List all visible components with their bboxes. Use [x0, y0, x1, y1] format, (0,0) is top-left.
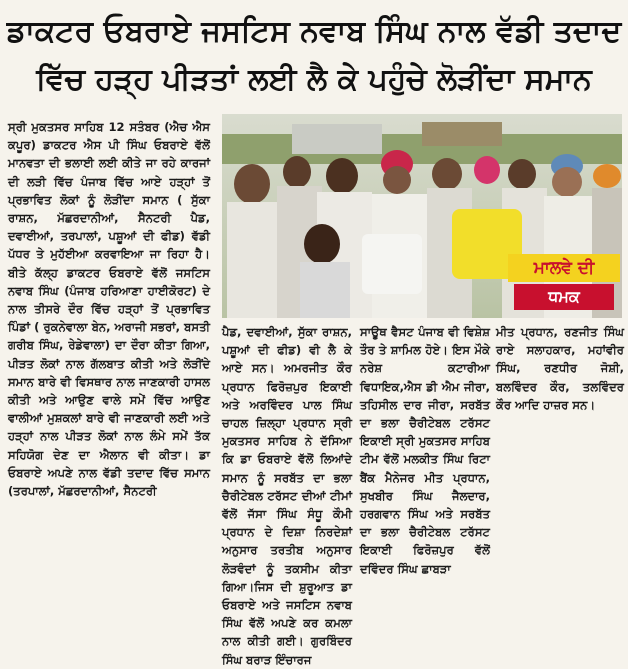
- article-column-3: [360, 323, 490, 600]
- headline-line-2: ਵਿੱਚ ਹੜ੍ਹ ਪੀੜਤਾਂ ਲਈ ਲੈ ਕੇ ਪਹੁੰਚੇ ਲੋੜੀਂਦਾ ਸਮਾਨ: [36, 62, 592, 97]
- article-paragraph-1: ਸ੍ਰੀ ਮੁਕਤਸਰ ਸਾਹਿਬ 12 ਸਤੰਬਰ (ਐਚ ਐਸ ਕਪੂਰ) ਡਾਕਟਰ ਐਸ ਪੀ ਸਿੰਘ ਓਬਰਾਏ ਵੱਲੋਂ ਮਾਨਵਤਾ ਦੀ ਭਲਾਈ ਲਈ ਕੀਤੇ ਜਾ ਰਹੇ ਕਾਰਜਾਂ ਦੀ ਲੜੀ ਵਿੱਚ ਪੰਜਾਬ ਵਿੱਚ ਆਏ ਹੜ੍ਹਾਂ ਤੋਂ ਪ੍ਰਭਾਵਿਤ ਲੋਕਾਂ ਨੂੰ ਲੋੜੀਂਦਾ ਸਮਾਨ ( ਸੁੱਕਾ ਰਾਸ਼ਨ, ਮੱਛਰਦਾਨੀਆਂ, ਸੈਨਟਰੀ ਪੈਡ, ਦਵਾਈਆਂ, ਤਰਪਾਲਾਂ, ਪਸ਼ੂਆਂ ਦੀ ਫੀਡ) ਵੱਡੀ ਪੱਧਰ ਤੇ ਮੁਹੱਈਆ ਕਰਵਾਇਆ ਜਾ ਰਿਹਾ ਹੈ। ਬੀਤੇ ਕੱਲ੍ਹ ਡਾਕਟਰ ਓਬਰਾਏ ਵੱਲੋਂ ਜਸਟਿਸ ਨਵਾਬ ਸਿੰਘ (ਪੰਜਾਬ ਹਰਿਆਣਾ ਹਾਈਕੋਰਟ) ਦੇ ਨਾਲ ਤੀਸਰੇ ਦੌਰ ਵਿੱਚ ਹੜ੍ਹਾਂ ਤੋਂ ਪ੍ਰਭਾਵਿਤ ਪਿੰਡਾਂ ( ਰੁਕਨੇਵਾਲਾ ਬੇਨ, ਅਰਾਜੀ ਸਭਰਾਂ, ਬਸਤੀ ਗਰੀਬ ਸਿੰਘ, ਰੇਡੇਵਾਲਾ) ਦਾ ਦੌਰਾ ਕੀਤਾ ਗਿਆ, ਪੀੜਤ ਲੋਕਾਂ ਨਾਲ ਗੱਲਬਾਤ ਕੀਤੀ ਅਤੇ ਲੋੜੀਂਦੇ ਸਮਾਨ ਬਾਰੇ ਵੀ ਵਿਸਥਾਰ ਨਾਲ ਜਾਣਕਾਰੀ ਹਾਸਲ ਕੀਤੀ ਅਤੇ ਆਉਣ ਵਾਲੇ ਸਮੇਂ ਵਿੱਚ ਆਉਣ ਵਾਲੀਆਂ ਮੁਸ਼ਕਲਾਂ ਬਾਰੇ ਵੀ ਜਾਣਕਾਰੀ ਲਈ ਅਤੇ ਹੜ੍ਹਾਂ ਨਾਲ ਪੀੜਤ ਲੋਕਾਂ ਨਾਲ ਲੰਮੇ ਸਮੇਂ ਤੱਕ ਸਹਿਯੋਗ ਦੇਣ ਦਾ ਐਲਾਨ ਵੀ ਕੀਤਾ। ਡਾ ਓਬਰਾਏ ਅਪਣੇ ਨਾਲ ਵੱਡੀ ਤਦਾਦ ਵਿੱਚ ਸਮਾਨ (ਤਰਪਾਲਾਂ, ਮੱਛਰਦਾਨੀਆਂ, ਸੈਨਟਰੀ: [8, 120, 210, 499]
- badge-line-2: ਧਮਕ: [514, 284, 614, 310]
- article-paragraph-3: ਸਾਊਥ ਵੈਸਟ ਪੰਜਾਬ ਵੀ ਵਿਸ਼ੇਸ਼ ਤੌਰ ਤੇ ਸ਼ਾਮਿਲ ਹੋਏ। ਇਸ ਮੌਕੇ ਨਰੇਸ਼ ਕਟਾਰੀਆ ਵਿਧਾਇਕ,ਐਸ ਡੀ ਐਮ ਜੀਰਾ, ਤਹਿਸੀਲ ਦਾਰ ਜੀਰਾ, ਸਰਬੱਤ ਦਾ ਭਲਾ ਚੈਰੀਟੇਬਲ ਟਰੱਸਟ ਇਕਾਈ ਸ੍ਰੀ ਮੁਕਤਸਰ ਸਾਹਿਬ ਟੀਮ ਵੱਲੋਂ ਮਲਕੀਤ ਸਿੰਘ ਰਿਟਾ ਬੈਂਕ ਮੈਨੇਜਰ ਮੀਤ ਪ੍ਰਧਾਨ, ਸੁਖਬੀਰ ਸਿੰਘ ਜੈਲਦਾਰ, ਹਰਗਵਾਨ ਸਿੰਘ ਅਤੇ ਸਰਬੱਤ ਦਾ ਭਲਾ ਚੈਰੀਟੇਬਲ ਟਰੱਸਟ ਇਕਾਈ ਫਿਰੋਜ਼ਪੁਰ ਵੱਲੋਂ ਦਵਿੰਦਰ ਸਿੰਘ ਛਾਬੜਾ: [360, 325, 490, 576]
- masthead-badge: [508, 254, 620, 312]
- headline: [0, 0, 628, 110]
- article-column-4: [496, 323, 624, 600]
- article-paragraph-2: ਪੈਡ, ਦਵਾਈਆਂ, ਸੁੱਕਾ ਰਾਸ਼ਨ, ਪਸ਼ੂਆਂ ਦੀ ਫੀਡ) ਵੀ ਲੈ ਕੇ ਆਏ ਸਨ। ਅਮਰਜੀਤ ਕੌਰ ਪ੍ਰਧਾਨ ਫਿਰੋਜ਼ਪੁਰ ਇਕਾਈ ਅਤੇ ਅਰਵਿੰਦਰ ਪਾਲ ਸਿੰਘ ਚਾਹਲ ਜ਼ਿਲ੍ਹਾ ਪ੍ਰਧਾਨ ਸ੍ਰੀ ਮੁਕਤਸਰ ਸਾਹਿਬ ਨੇ ਦੱਸਿਆ ਕਿ ਡਾ ਓਬਰਾਏ ਵੱਲੋਂ ਲਿਆਂਦੇ ਸਮਾਨ ਨੂੰ ਸਰਬੱਤ ਦਾ ਭਲਾ ਚੈਰੀਟੇਬਲ ਟਰੱਸਟ ਦੀਆਂ ਟੀਮਾਂ ਵੱਲੋਂ ਜੱਸਾ ਸਿੰਘ ਸੰਧੂ ਕੌਮੀ ਪ੍ਰਧਾਨ ਦੇ ਦਿਸ਼ਾ ਨਿਰਦੇਸ਼ਾਂ ਅਨੁਸਾਰ ਤਰਤੀਬ ਅਨੁਸਾਰ ਲੋੜਵੰਦਾਂ ਨੂੰ ਤਕਸੀਮ ਕੀਤਾ ਗਿਆ।ਜਿਸ ਦੀ ਸ਼ੁਰੂਆਤ ਡਾ ਓਬਰਾਏ ਅਤੇ ਜਸਟਿਸ ਨਵਾਬ ਸਿੰਘ ਵੱਲੋਂ ਅਪਣੇ ਕਰ ਕਮਲਾ ਨਾਲ ਕੀਤੀ ਗਈ। ਗੁਰਬਿੰਦਰ ਸਿੰਘ ਬਰਾੜ ਇੰਚਾਰਜ: [222, 325, 352, 667]
- headline-line-1: ਡਾਕਟਰ ਓਬਰਾਏ ਜਸਟਿਸ ਨਵਾਬ ਸਿੰਘ ਨਾਲ ਵੱਡੀ ਤਦਾਦ: [6, 14, 622, 49]
- article-paragraph-4: ਮੀਤ ਪ੍ਰਧਾਨ, ਰਣਜੀਤ ਸਿੰਘ ਰਾਏ ਸਲਾਹਕਾਰ, ਮਹਾਂਵੀਰ ਸਿੰਘ, ਰਣਧੀਰ ਜੋਸ਼ੀ, ਬਲਵਿੰਦਰ ਕੌਰ, ਤਲਵਿੰਦਰ ਕੌਰ ਆਦਿ ਹਾਜ਼ਰ ਸਨ।: [496, 325, 624, 412]
- badge-line-1: ਮਾਲਵੇ ਦੀ: [508, 254, 620, 282]
- article-column-1: [8, 118, 210, 600]
- article-column-2: [222, 323, 352, 667]
